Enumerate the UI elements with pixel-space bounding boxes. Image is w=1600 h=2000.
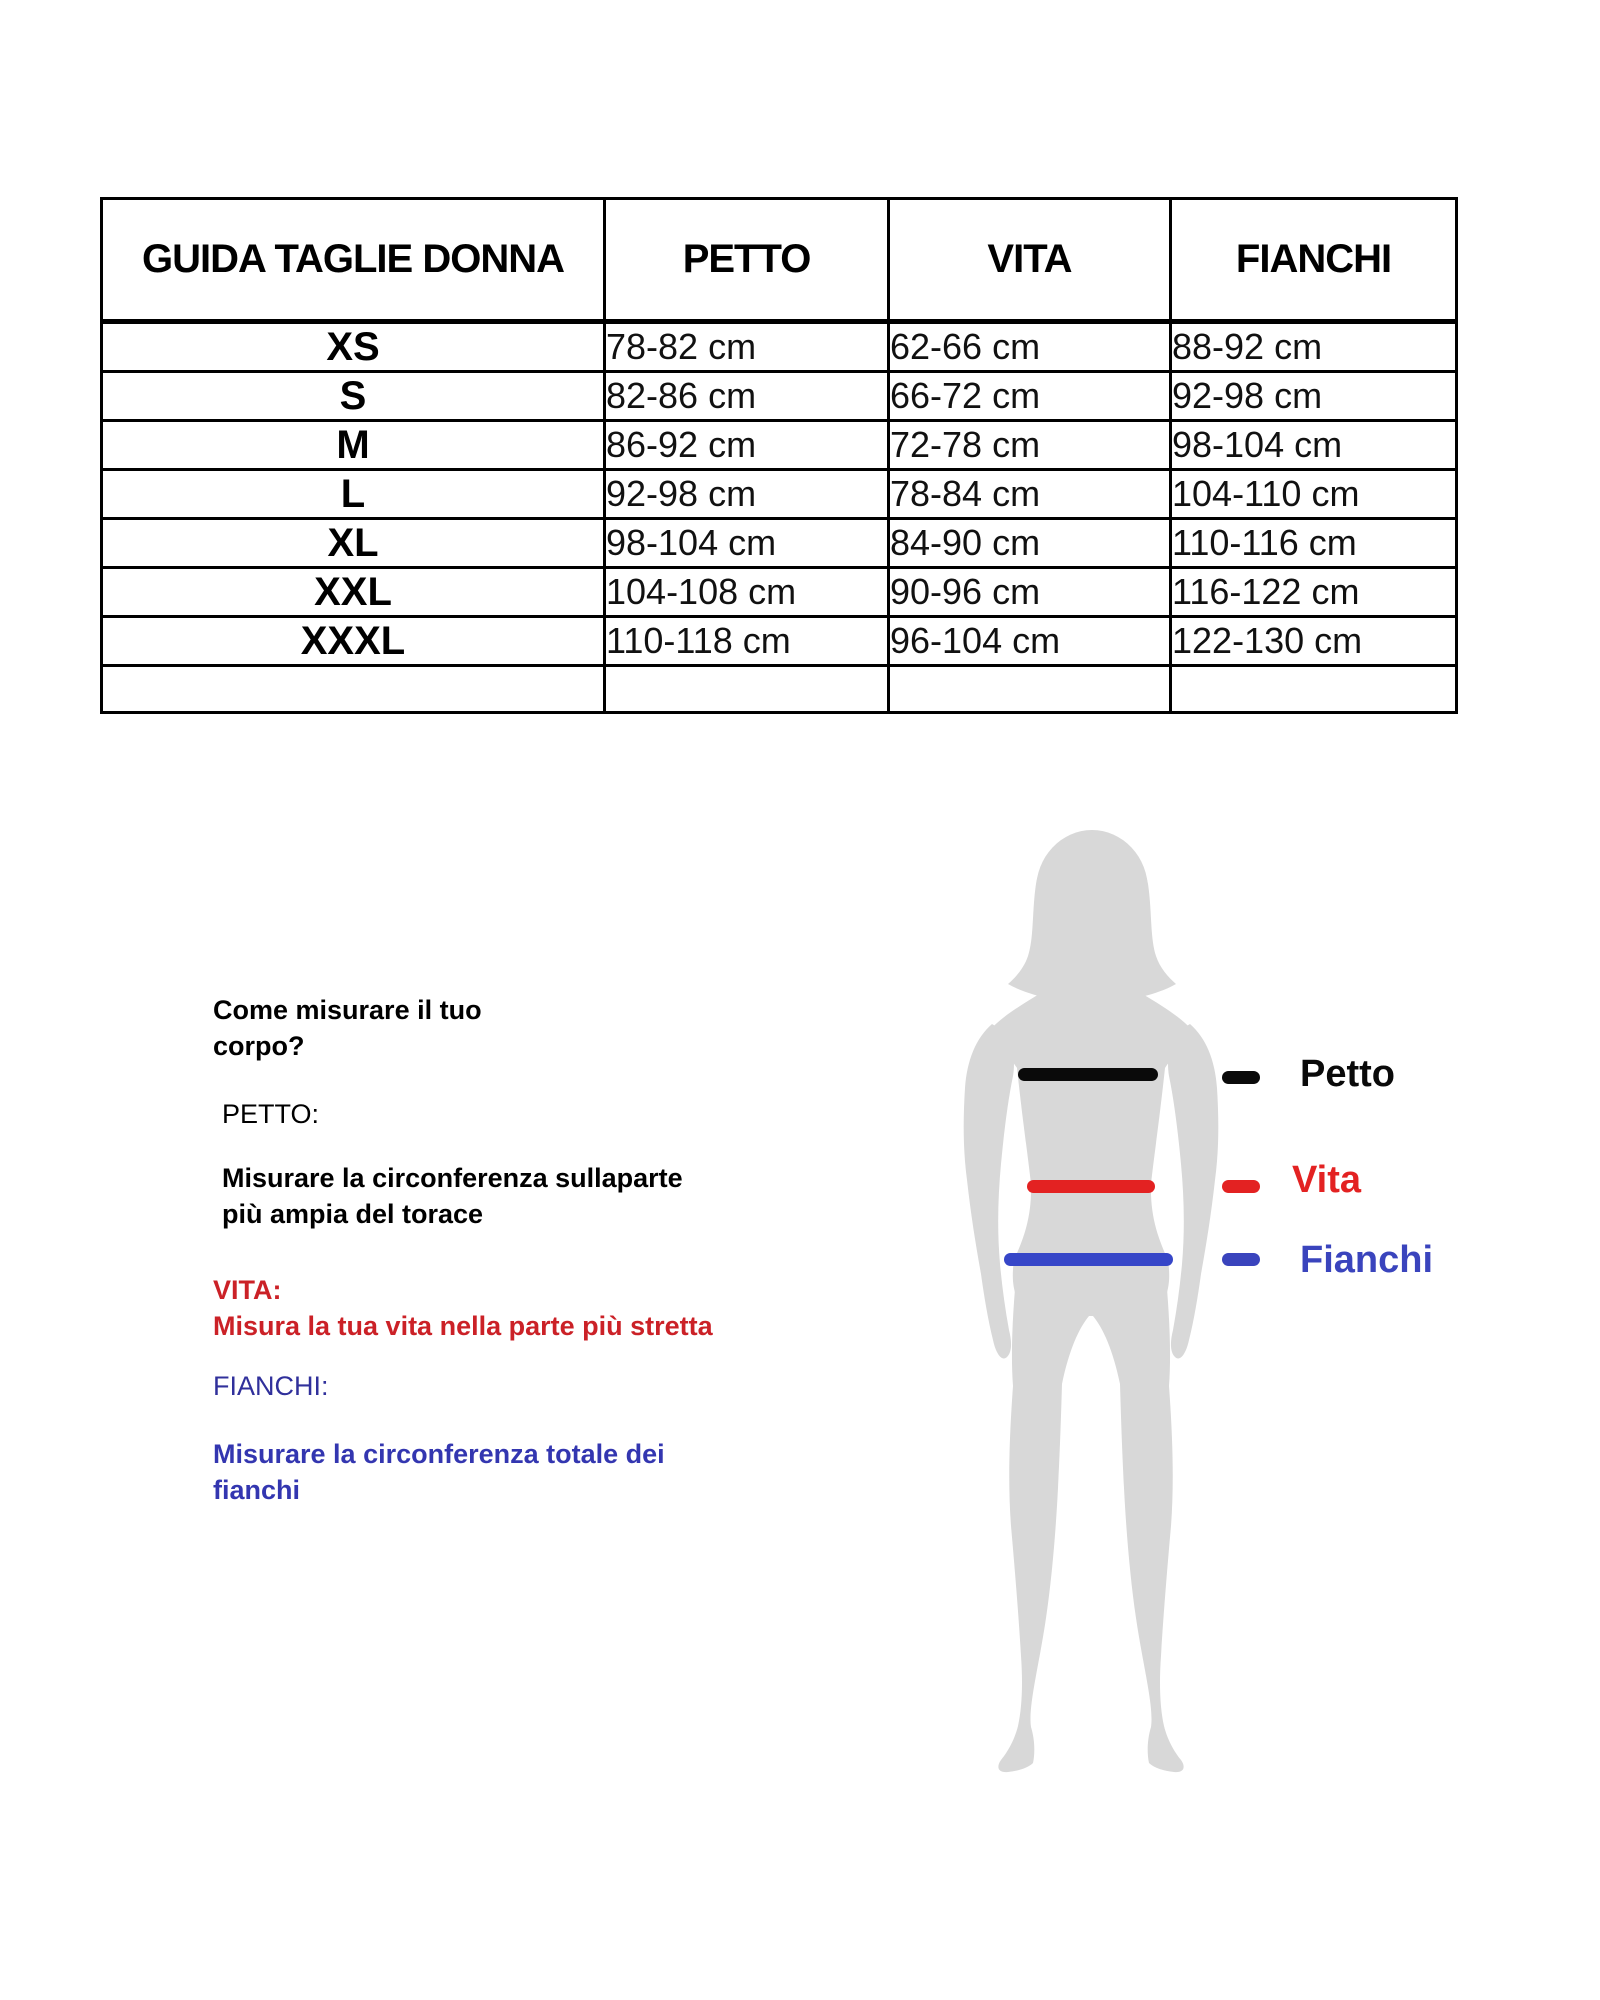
vita-instruction: Misura la tua vita nella parte più stretta [213, 1311, 713, 1341]
vita-value: 84-90 cm [889, 519, 1171, 568]
vita-value: 66-72 cm [889, 372, 1171, 421]
fianchi-value: 88-92 cm [1171, 322, 1457, 372]
fianchi-value: 92-98 cm [1171, 372, 1457, 421]
fianchi-measure-line [1004, 1253, 1173, 1266]
table-row-s [102, 372, 1457, 421]
silhouette-right-arm [1168, 1024, 1218, 1358]
silhouette-left-arm [964, 1024, 1014, 1358]
table-row-xs [102, 322, 1457, 372]
vita-legend-dash [1222, 1180, 1260, 1193]
vita-legend-label: Vita [1292, 1159, 1362, 1201]
vita-measure-line [1027, 1180, 1155, 1193]
petto-value: 86-92 cm [605, 421, 889, 470]
table-row-xxl [102, 568, 1457, 617]
petto-instruction: Misurare la circonferenza sullaparte più ampia del torace [222, 1163, 683, 1229]
size-label: M [102, 421, 605, 470]
empty-cell [605, 666, 889, 713]
size-label: S [102, 372, 605, 421]
petto-measure-line [1018, 1068, 1158, 1081]
empty-cell [889, 666, 1171, 713]
petto-value: 110-118 cm [605, 617, 889, 666]
size-label: XXXL [102, 617, 605, 666]
size-label: XL [102, 519, 605, 568]
size-label: L [102, 470, 605, 519]
silhouette-left-leg [998, 1256, 1092, 1772]
petto-value: 98-104 cm [605, 519, 889, 568]
size-label: XS [102, 322, 605, 372]
size-label: XXL [102, 568, 605, 617]
petto-heading: PETTO: [222, 1099, 320, 1129]
fianchi-value: 104-110 cm [1171, 470, 1457, 519]
measuring-instructions [213, 992, 733, 1508]
female-body-silhouette [958, 826, 1224, 1776]
fianchi-value: 122-130 cm [1171, 617, 1457, 666]
fianchi-value: 116-122 cm [1171, 568, 1457, 617]
fianchi-instruction: Misurare la circonferenza totale dei fianchi [213, 1439, 665, 1505]
table-header-row [102, 199, 1457, 322]
header-vita: VITA [889, 199, 1171, 322]
header-fianchi: FIANCHI [1171, 199, 1457, 322]
instructions-title: Come misurare il tuo corpo? [213, 995, 482, 1061]
header-guida-taglie-donna: GUIDA TAGLIE DONNA [102, 199, 605, 322]
empty-cell [1171, 666, 1457, 713]
fianchi-value: 98-104 cm [1171, 421, 1457, 470]
fianchi-heading: FIANCHI: [213, 1371, 329, 1401]
vita-value: 72-78 cm [889, 421, 1171, 470]
petto-legend-label: Petto [1300, 1053, 1395, 1095]
table-row-empty [102, 666, 1457, 713]
vita-heading: VITA: [213, 1275, 282, 1305]
fianchi-legend-label: Fianchi [1300, 1239, 1434, 1281]
petto-value: 104-108 cm [605, 568, 889, 617]
table-row-m [102, 421, 1457, 470]
vita-value: 96-104 cm [889, 617, 1171, 666]
header-petto: PETTO [605, 199, 889, 322]
vita-value: 90-96 cm [889, 568, 1171, 617]
fianchi-legend-dash [1222, 1253, 1260, 1266]
silhouette-head [1036, 830, 1148, 950]
table-row-xl [102, 519, 1457, 568]
size-guide-table [100, 197, 1458, 714]
vita-value: 78-84 cm [889, 470, 1171, 519]
vita-value: 62-66 cm [889, 322, 1171, 372]
petto-value: 82-86 cm [605, 372, 889, 421]
silhouette-right-leg [1090, 1256, 1184, 1772]
table-row-l [102, 470, 1457, 519]
empty-cell [102, 666, 605, 713]
petto-legend-dash [1222, 1071, 1260, 1084]
fianchi-value: 110-116 cm [1171, 519, 1457, 568]
table-row-xxxl [102, 617, 1457, 666]
petto-value: 92-98 cm [605, 470, 889, 519]
petto-value: 78-82 cm [605, 322, 889, 372]
